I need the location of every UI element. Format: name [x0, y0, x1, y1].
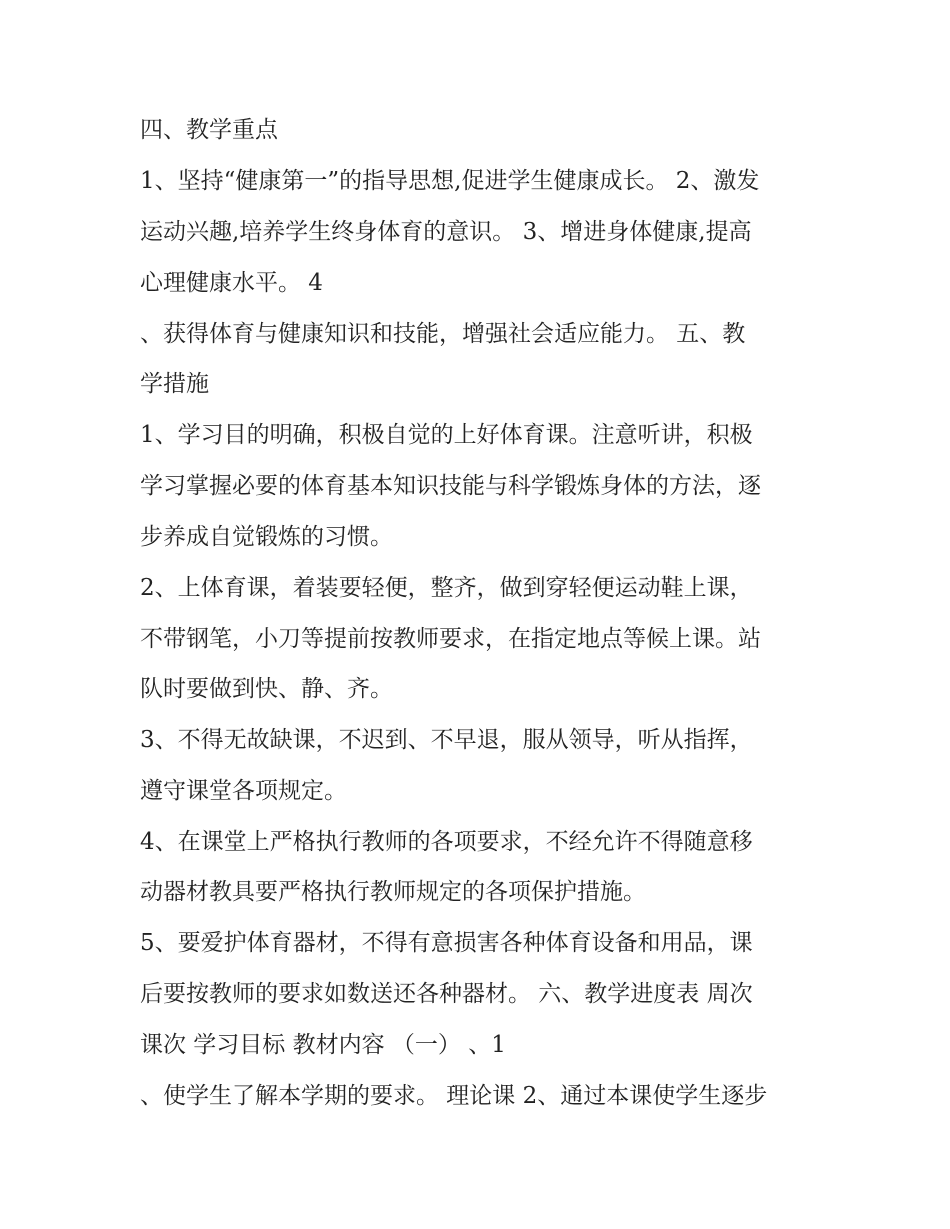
text-line: 1、学习目的明确，积极自觉的上好体育课。注意听讲，积极	[140, 422, 753, 448]
text-line: 3、不得无故缺课，不迟到、不早退，服从领导，听从指挥，	[140, 727, 753, 753]
text-line: 心理健康水平。 4	[140, 270, 323, 296]
text-line: 、使学生了解本学期的要求。 理论课 2、通过本课使学生逐步	[140, 1083, 768, 1109]
text-line: 4、在课堂上严格执行教师的各项要求，不经允许不得随意移	[140, 829, 753, 855]
text-line: 遵守课堂各项规定。	[140, 778, 347, 804]
text-line: 运动兴趣,培养学生终身体育的意识。 3、增进身体健康,提高	[140, 219, 752, 245]
text-line: 步养成自觉锻炼的习惯。	[140, 524, 393, 550]
text-line: 队时要做到快、静、齐。	[140, 676, 393, 702]
text-line: 课次 学习目标 教材内容 （一） 、1	[140, 1032, 506, 1058]
text-line: 不带钢笔，小刀等提前按教师要求，在指定地点等候上课。站	[140, 626, 761, 652]
text-line: 1、坚持“健康第一”的指导思想,促进学生健康成长。 2、激发	[140, 168, 760, 194]
text-line: 、获得体育与健康知识和技能，增强社会适应能力。 五、教	[140, 321, 746, 347]
section-heading-teaching-focus: 四、教学重点	[140, 117, 278, 143]
text-line: 5、要爱护体育器材，不得有意损害各种体育设备和用品，课	[140, 930, 753, 956]
text-line: 学措施	[140, 371, 209, 397]
text-line: 动器材教具要严格执行教师规定的各项保护措施。	[140, 879, 646, 905]
text-line: 2、上体育课，着装要轻便，整齐，做到穿轻便运动鞋上课，	[140, 575, 753, 601]
text-line: 后要按教师的要求如数送还各种器材。 六、教学进度表 周次	[140, 981, 753, 1007]
text-line: 学习掌握必要的体育基本知识技能与科学锻炼身体的方法，逐	[140, 473, 761, 499]
